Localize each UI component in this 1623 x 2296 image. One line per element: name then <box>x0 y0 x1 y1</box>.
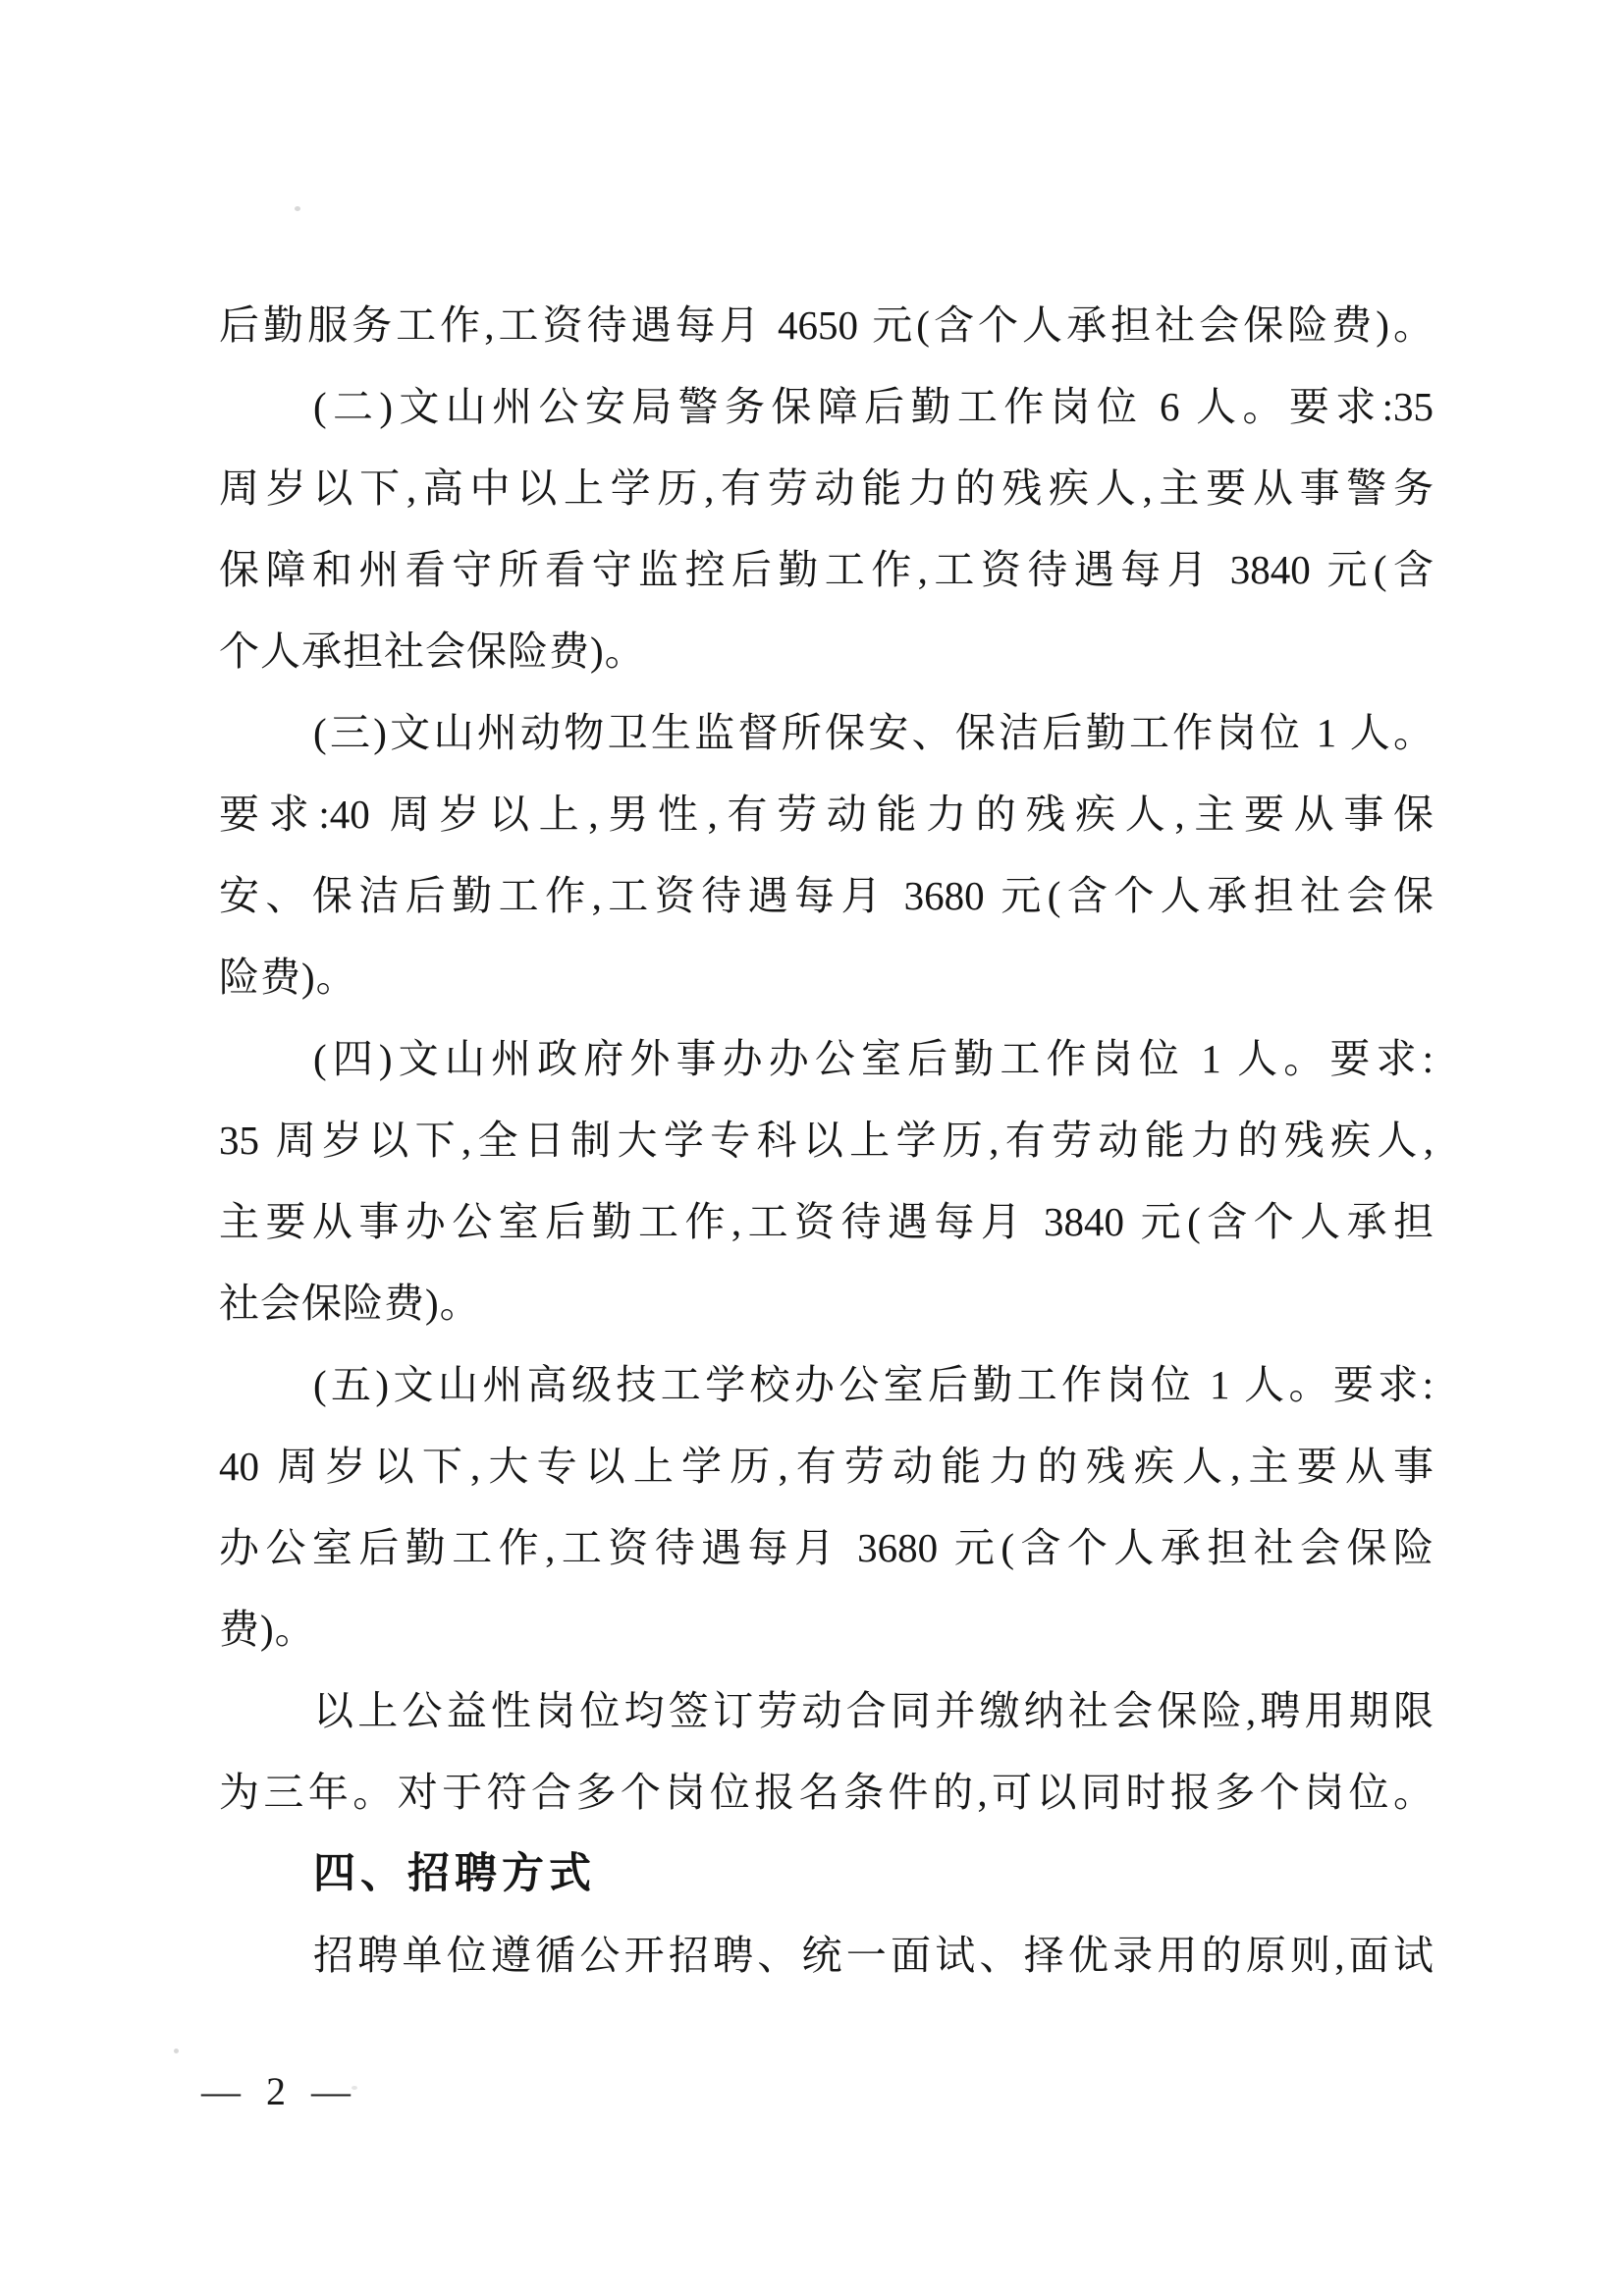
body-line: (二)文山州公安局警务保障后勤工作岗位 6 人。要求:35 <box>313 384 1434 429</box>
body-line: 周岁以下,高中以上学历,有劳动能力的残疾人,主要从事警务 <box>219 465 1434 511</box>
body-line: 险费)。 <box>219 955 357 1000</box>
body-line: 社会保险费)。 <box>219 1281 481 1326</box>
body-line: 费)。 <box>219 1607 316 1652</box>
body-line: 35 周岁以下,全日制大学专科以上学历,有劳动能力的残疾人, <box>219 1118 1434 1163</box>
scan-artifact <box>295 206 300 211</box>
page-number: — 2 — <box>201 2069 352 2113</box>
body-line: 安、保洁后勤工作,工资待遇每月 3680 元(含个人承担社会保 <box>219 873 1434 918</box>
scan-artifact <box>174 2049 179 2053</box>
scan-artifact <box>352 2086 357 2090</box>
body-line: 以上公益性岗位均签订劳动合同并缴纳社会保险,聘用期限 <box>313 1688 1434 1733</box>
body-line: 40 周岁以下,大专以上学历,有劳动能力的残疾人,主要从事 <box>219 1444 1434 1489</box>
body-line: 个人承担社会保险费)。 <box>219 629 646 674</box>
body-line: 后勤服务工作,工资待遇每月 4650 元(含个人承担社会保险费)。 <box>219 302 1434 348</box>
body-line: 办公室后勤工作,工资待遇每月 3680 元(含个人承担社会保险 <box>219 1525 1434 1570</box>
body-line: (四)文山州政府外事办办公室后勤工作岗位 1 人。要求: <box>313 1036 1434 1081</box>
body-line: (五)文山州高级技工学校办公室后勤工作岗位 1 人。要求: <box>313 1362 1434 1407</box>
body-line: 要求:40 周岁以上,男性,有劳动能力的残疾人,主要从事保 <box>219 792 1434 837</box>
body-line: 招聘单位遵循公开招聘、统一面试、择优录用的原则,面试 <box>313 1933 1434 1978</box>
body-line: 为三年。对于符合多个岗位报名条件的,可以同时报多个岗位。 <box>219 1770 1434 1815</box>
body-line: 主要从事办公室后勤工作,工资待遇每月 3840 元(含个人承担 <box>219 1199 1434 1244</box>
document-body <box>219 285 1434 1996</box>
section-heading: 四、招聘方式 <box>313 1850 596 1897</box>
body-line: 保障和州看守所看守监控后勤工作,工资待遇每月 3840 元(含 <box>219 547 1434 592</box>
body-line: (三)文山州动物卫生监督所保安、保洁后勤工作岗位 1 人。 <box>313 710 1434 755</box>
